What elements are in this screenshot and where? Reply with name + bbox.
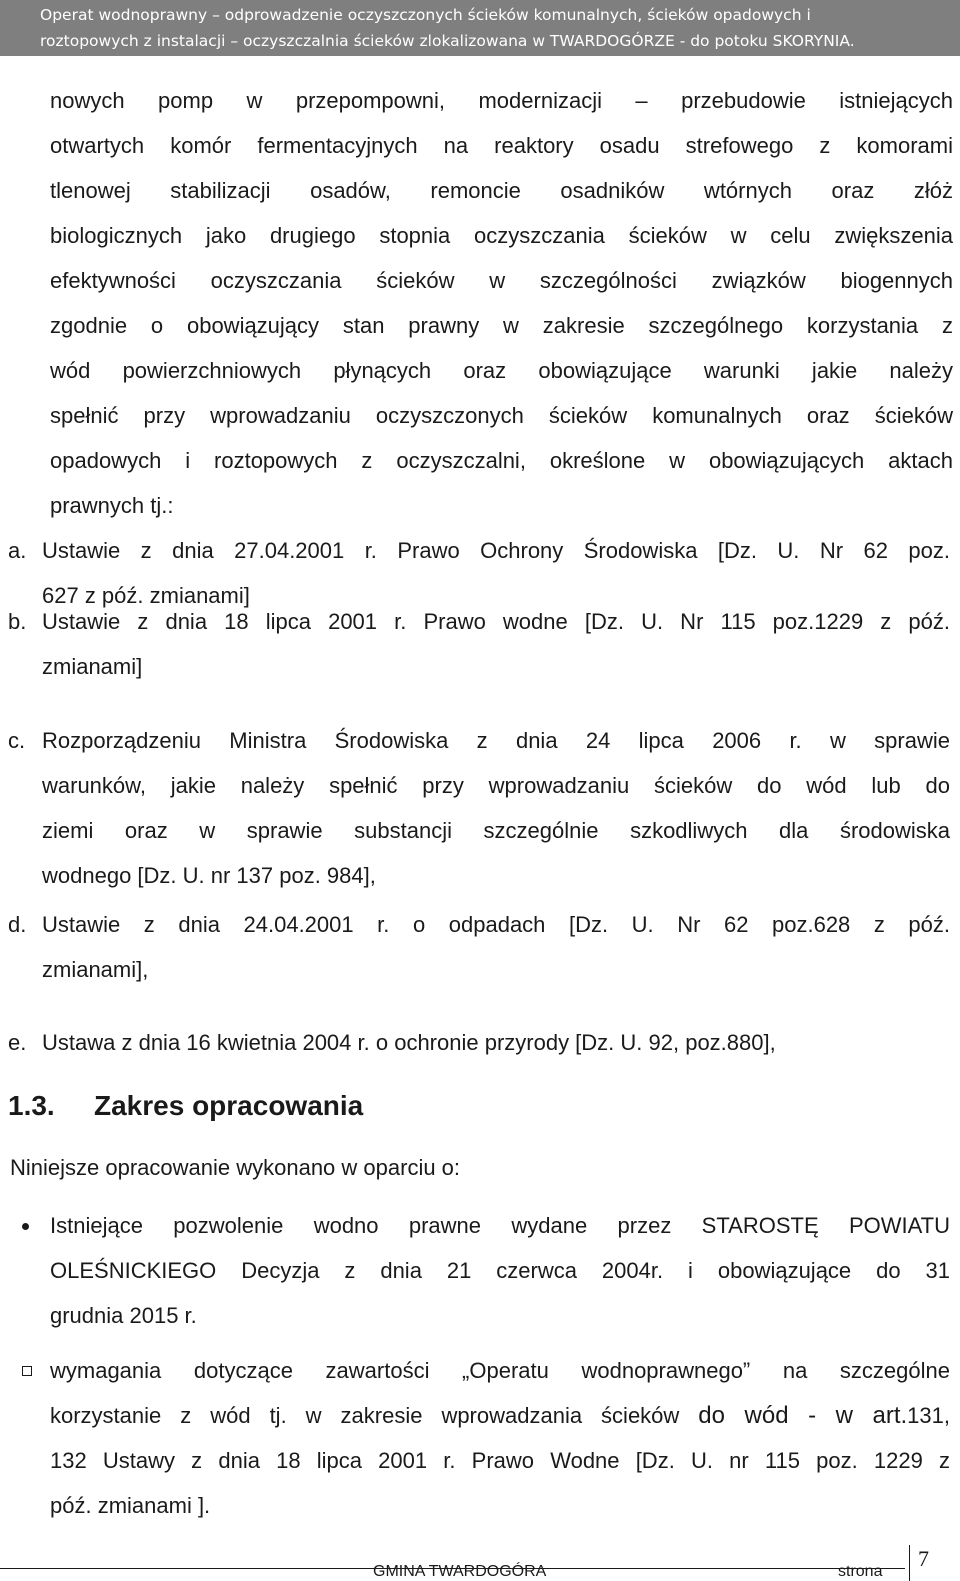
list-line: Ustawie z dnia 18 lipca 2001 r. Prawo wodne [Dz. U. Nr 115 poz.1229 z póź. <box>42 609 950 634</box>
list-line: zmianami], <box>42 957 149 982</box>
paragraph-line: efektywności oczyszczania ścieków w szczególności związków biogennych <box>50 268 953 293</box>
paragraph-line: nowych pomp w przepompowni, modernizacji – przebudowie istniejących <box>50 88 953 113</box>
list-line: ziemi oraz w sprawie substancji szczególnie szkodliwych dla środowiska <box>42 818 950 843</box>
footer-page-label: strona <box>838 1563 883 1580</box>
paragraph-line: spełnić przy wprowadzaniu oczyszczonych ścieków komunalnych oraz ścieków <box>50 403 953 428</box>
paragraph-line: zgodnie o obowiązujący stan prawny w zakresie szczególnego korzystania z <box>50 313 953 338</box>
section-number: 1.3. <box>8 1090 55 1121</box>
footer-vertical-rule <box>909 1545 910 1581</box>
list-line: Rozporządzeniu Ministra Środowiska z dnia 24 lipca 2006 r. w sprawie <box>42 728 950 753</box>
list-line: Ustawie z dnia 27.04.2001 r. Prawo Ochrony Środowiska [Dz. U. Nr 62 poz. <box>42 538 950 563</box>
footer-page-number: 7 <box>918 1546 929 1571</box>
section-intro: Niniejsze opracowanie wykonano w oparciu o: <box>10 1155 461 1180</box>
bullet-line: póź. zmianami ]. <box>50 1493 211 1518</box>
list-letter: d. <box>8 912 27 937</box>
bullet-line: 132 Ustawy z dnia 18 lipca 2001 r. Prawo Wodne [Dz. U. nr 115 poz. 1229 z <box>50 1448 950 1473</box>
paragraph-line: prawnych tj.: <box>50 493 174 518</box>
section-heading <box>8 1088 363 1124</box>
bullet-line-part: korzystanie z wód tj. w zakresie wprowadzania ścieków <box>50 1403 699 1428</box>
list-line: warunków, jakie należy spełnić przy wprowadzaniu ścieków do wód lub do <box>42 773 950 798</box>
section-title: Zakres opracowania <box>94 1090 364 1121</box>
list-letter: e. <box>8 1030 27 1055</box>
bullet-line: OLEŚNICKIEGO Decyzja z dnia 21 czerwca 2004r. i obowiązujące do 31 <box>50 1258 950 1283</box>
bullet-line: grudnia 2015 r. <box>50 1303 197 1328</box>
list-letter: b. <box>8 609 27 634</box>
bullet-line-part: 131, <box>907 1403 950 1428</box>
list-letter: a. <box>8 538 27 563</box>
footer-municipality: GMINA TWARDOGÓRA <box>373 1563 547 1580</box>
paragraph-line: wód powierzchniowych płynących oraz obowiązujące warunki jakie należy <box>50 358 953 383</box>
intro-paragraph <box>50 78 953 528</box>
bullet-line: wymagania dotyczące zawartości „Operatu wodnoprawnego” na szczególne <box>50 1358 950 1383</box>
paragraph-line: biologicznych jako drugiego stopnia oczyszczania ścieków w celu zwiększenia <box>50 223 953 248</box>
paragraph-line: tlenowej stabilizacji osadów, remoncie osadników wtórnych oraz złóż <box>50 178 953 203</box>
list-letter: c. <box>8 728 26 753</box>
list-line: Ustawa z dnia 16 kwietnia 2004 r. o ochronie przyrody [Dz. U. 92, poz.880], <box>42 1030 776 1055</box>
bullet-line: Istniejące pozwolenie wodno prawne wydane przez STAROSTĘ POWIATU <box>50 1213 950 1238</box>
list-line: Ustawie z dnia 24.04.2001 r. o odpadach [Dz. U. Nr 62 poz.628 z póź. <box>42 912 950 937</box>
paragraph-line: otwartych komór fermentacyjnych na reaktory osadu strefowego z komorami <box>50 133 953 158</box>
list-line: 627 z póź. zmianami] <box>42 583 250 608</box>
list-line: wodnego [Dz. U. nr 137 poz. 984], <box>42 863 376 888</box>
paragraph-line: opadowych i roztopowych z oczyszczalni, określone w obowiązujących aktach <box>50 448 953 473</box>
header-line-1: Operat wodnoprawny – odprowadzenie oczyszczonych ścieków komunalnych, ścieków opadowych i <box>40 6 811 24</box>
list-line: zmianami] <box>42 654 143 679</box>
bullet-line-part-large: do wód - w art. <box>698 1402 908 1429</box>
header-line-2: roztopowych z instalacji – oczyszczalnia ścieków zlokalizowana w TWARDOGÓRZE - do potoku SKORYNIA. <box>40 32 855 50</box>
bullet-line <box>50 1393 950 1438</box>
